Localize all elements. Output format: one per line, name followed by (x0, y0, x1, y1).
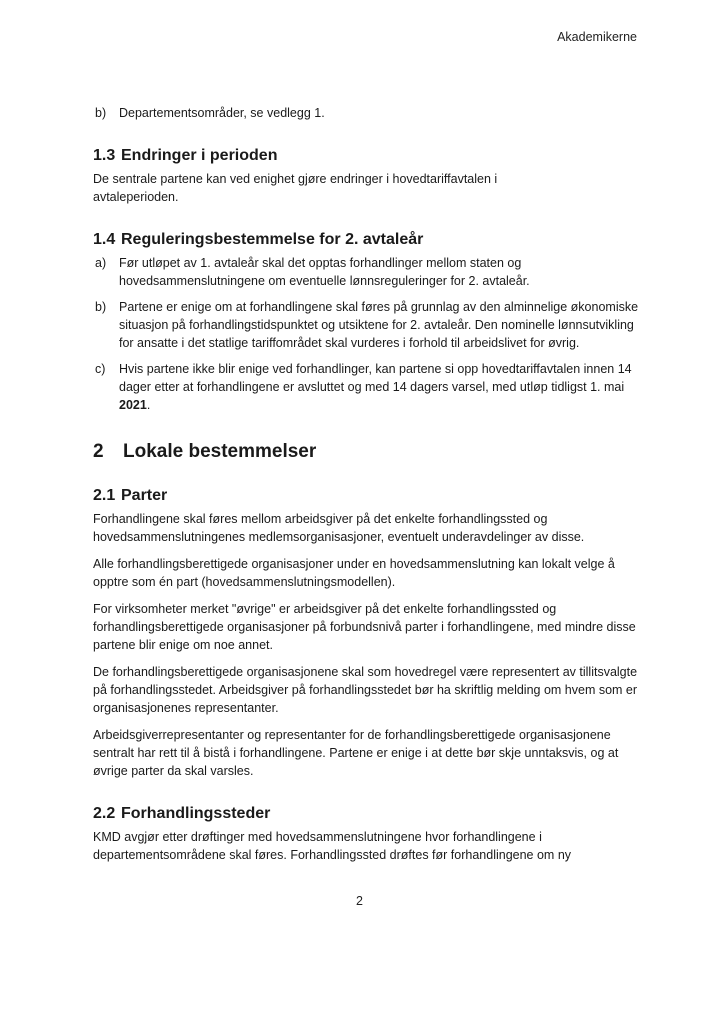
section-title: Reguleringsbestemmelse for 2. avtaleår (121, 231, 424, 248)
list-marker: a) (95, 256, 107, 270)
section-heading-2-2 (93, 804, 641, 824)
chapter-title: Lokale bestemmelser (123, 441, 317, 462)
bold-year: 2021 (119, 398, 147, 412)
section-paragraph: Forhandlingene skal føres mellom arbeidsgiver på det enkelte forhandlingssted og hovedsammenslutningenes medlemsorganisasjoner, eventuelt underavdelinger av disse. (93, 512, 585, 544)
section-number: 2.2 (93, 805, 116, 822)
section-number: 1.3 (93, 147, 116, 164)
section-number: 2.1 (93, 487, 116, 504)
section-paragraph: KMD avgjør etter drøftinger med hovedsammenslutningene hvor forhandlingene i departementsområdene skal føres. Forhandlingssted drøftes før forhandlingene om ny (93, 830, 572, 862)
list-item-text: Partene er enige om at forhandlingene skal føres på grunnlag av den alminnelige økonomiske situasjon på forhandlingstidspunktet og utsiktene for 2. avtaleår. Den nominelle lønnsutvikling for ansatte i det statlige tariffområdet skal vurderes i forhold til arbeidslivet for øvrig. (119, 300, 639, 350)
section-paragraph: For virksomheter merket "øvrige" er arbeidsgiver på det enkelte forhandlingssted og forhandlingsberettigede organisasjoner på forbundsnivå parter i forhandlingene, med mindre disse partene blir enige om noe annet. (93, 602, 636, 652)
list-item-b (93, 298, 641, 352)
section-heading-1-3 (93, 146, 641, 166)
section-paragraph: Alle forhandlingsberettigede organisasjoner under en hovedsammenslutning kan lokalt velge å opptre som én part (hovedsammenslutningsmodellen). (93, 557, 615, 589)
section-paragraph: De forhandlingsberettigede organisasjonene skal som hovedregel være representert av tillitsvalgte på forhandlingsstedet. Arbeidsgiver på forhandlingsstedet bør ha skriftlig melding om hvem som er organisasjonenes representanter. (93, 665, 638, 715)
list-marker: c) (95, 362, 106, 376)
list-item-text: Før utløpet av 1. avtaleår skal det opptas forhandlinger mellom staten og hovedsammenslutningene om eventuelle lønnsreguleringer for 2. avtaleår. (119, 256, 530, 288)
list-item-b (93, 104, 641, 122)
list-item-a (93, 254, 641, 290)
list-item-text: Hvis partene ikke blir enige ved forhandlinger, kan partene si opp hovedtariffavtalen innen 14 dager etter at forhandlingene er avsluttet og med 14 dagers varsel, med utløp tidligst 1. mai (119, 362, 632, 394)
list-marker: b) (95, 106, 107, 120)
header-organization: Akademikerne (557, 30, 637, 44)
list-item-end: . (146, 398, 151, 412)
section-heading-2-1 (93, 486, 641, 506)
section-title: Forhandlingssteder (121, 805, 271, 822)
section-title: Endringer i perioden (121, 147, 278, 164)
section-title: Parter (121, 487, 168, 504)
list-item-c (93, 360, 641, 414)
section-paragraph: De sentrale partene kan ved enighet gjøre endringer i hovedtariffavtalen i avtaleperioden. (93, 172, 498, 204)
section-paragraph: Arbeidsgiverrepresentanter og representanter for de forhandlingsberettigede organisasjonene sentralt har rett til å bistå i forhandlingene. Partene er enige i at dette bør skje unntaksvis, og at øvrige parter da skal varsles. (93, 728, 619, 778)
section-number: 1.4 (93, 231, 116, 248)
chapter-heading-2 (93, 440, 641, 464)
section-heading-1-4 (93, 230, 641, 250)
document-body (93, 104, 641, 864)
page-number: 2 (356, 894, 363, 908)
list-item-text: Departementsområder, se vedlegg 1. (119, 106, 325, 120)
chapter-number: 2 (93, 441, 104, 462)
list-marker: b) (95, 300, 107, 314)
